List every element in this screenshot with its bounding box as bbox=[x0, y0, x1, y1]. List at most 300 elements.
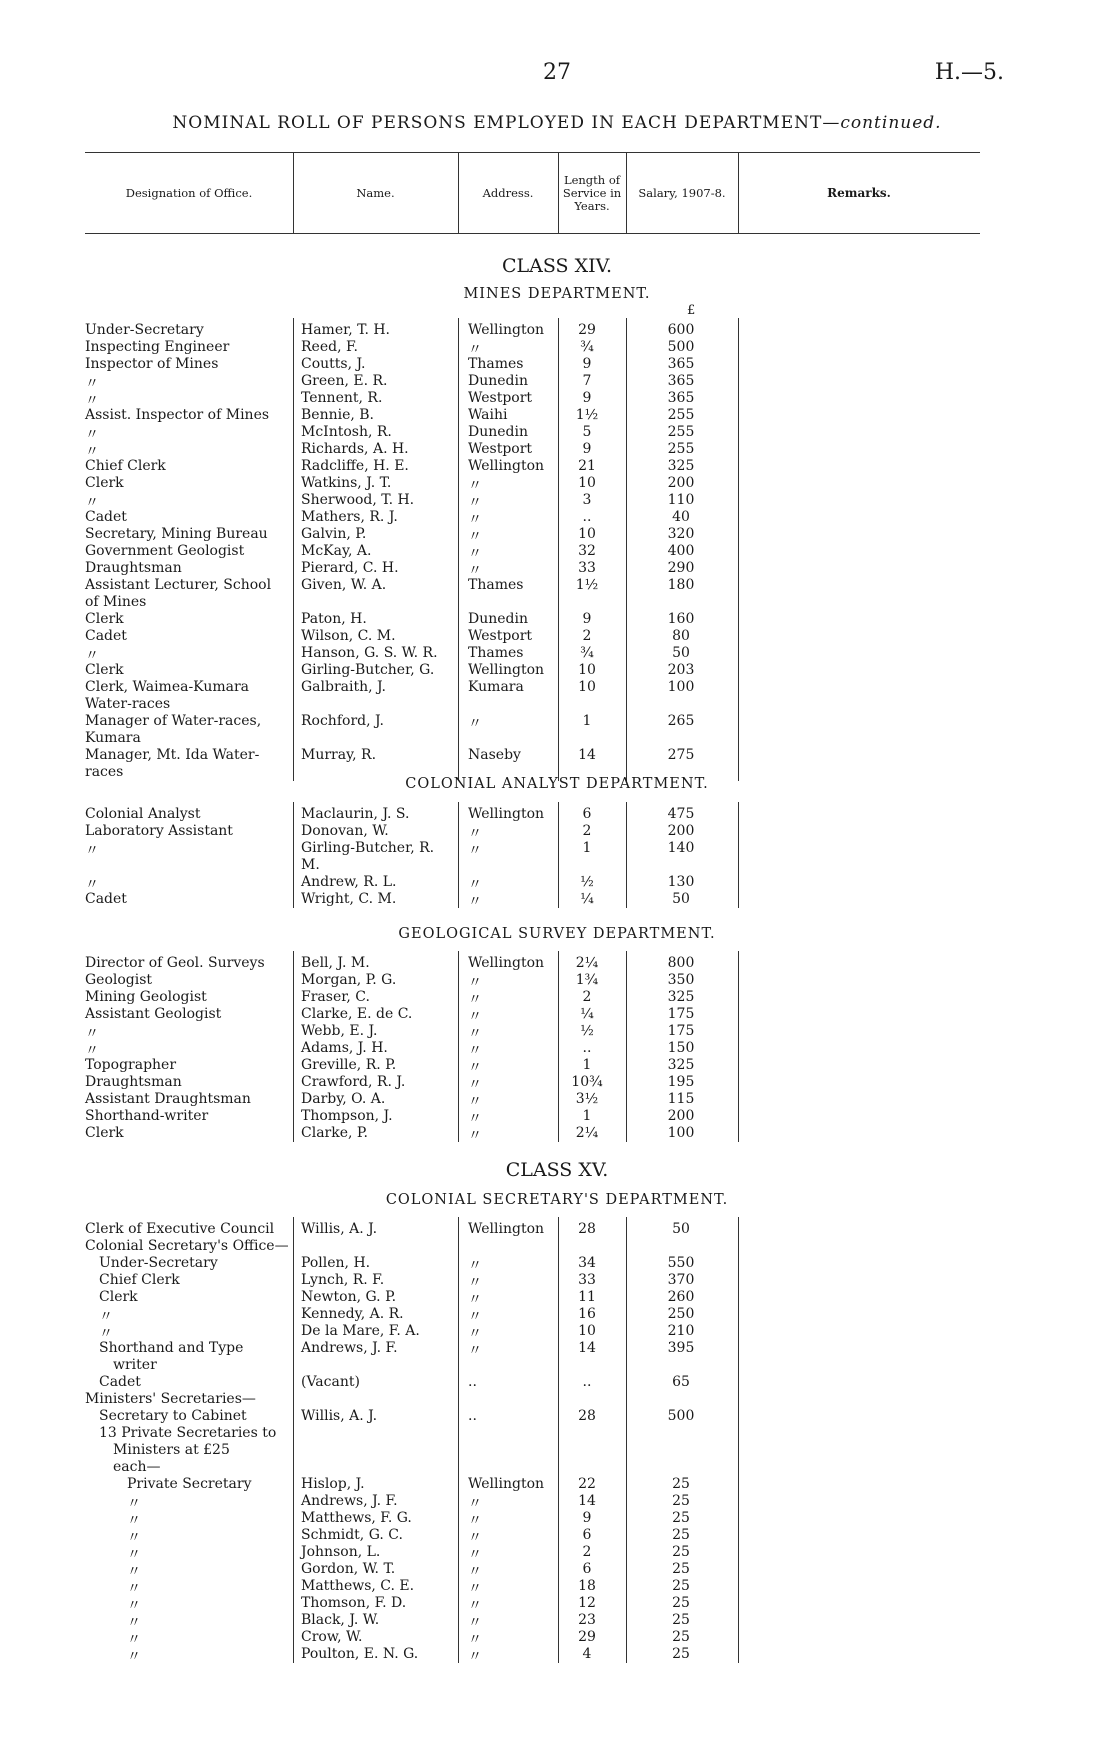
name-cell: Schmidt, G. C. bbox=[301, 1527, 403, 1543]
address-cell: Thames bbox=[468, 577, 524, 593]
length-cell: 7 bbox=[582, 373, 592, 389]
address-cell: Dunedin bbox=[468, 373, 528, 389]
table-row bbox=[85, 1510, 785, 1527]
designation-cell: Clerk bbox=[85, 475, 124, 491]
length-cell: 1½ bbox=[575, 577, 599, 593]
table-row bbox=[85, 1006, 785, 1023]
name-cell: Rochford, J. bbox=[301, 713, 384, 729]
designation-cell: Inspector of Mines bbox=[85, 356, 219, 372]
table-row bbox=[85, 1057, 785, 1074]
name-cell: Willis, A. J. bbox=[301, 1408, 378, 1424]
name-cell: Johnson, L. bbox=[301, 1544, 381, 1560]
name-cell: Matthews, F. G. bbox=[301, 1510, 412, 1526]
designation-cell: Topographer bbox=[85, 1057, 177, 1073]
table-row bbox=[85, 1125, 785, 1142]
address-cell: 〃 bbox=[468, 1077, 482, 1093]
length-cell: 1 bbox=[582, 1057, 592, 1073]
salary-cell: 65 bbox=[672, 1374, 690, 1390]
salary-cell: 475 bbox=[667, 806, 695, 822]
designation-cell: Private Secretary bbox=[127, 1476, 252, 1492]
table-row bbox=[85, 972, 785, 989]
designation-cell: Laboratory Assistant bbox=[85, 823, 233, 839]
designation-cell: Manager, Mt. Ida Water- bbox=[85, 747, 260, 763]
table-row bbox=[85, 1340, 785, 1357]
name-cell: Girling-Butcher, R. bbox=[301, 840, 435, 856]
name-cell: M. bbox=[301, 857, 320, 873]
designation-cell: Colonial Analyst bbox=[85, 806, 201, 822]
address-cell: Wellington bbox=[468, 1476, 545, 1492]
salary-cell: 25 bbox=[672, 1561, 690, 1577]
salary-cell: 160 bbox=[667, 611, 695, 627]
name-cell: McKay, A. bbox=[301, 543, 372, 559]
salary-cell: 25 bbox=[672, 1476, 690, 1492]
salary-cell: 140 bbox=[667, 840, 695, 856]
name-cell: Reed, F. bbox=[301, 339, 358, 355]
address-cell: 〃 bbox=[468, 1649, 482, 1665]
address-cell: 〃 bbox=[468, 495, 482, 511]
table-row bbox=[85, 611, 785, 628]
currency-symbol: £ bbox=[687, 303, 696, 318]
name-cell: Newton, G. P. bbox=[301, 1289, 397, 1305]
address-cell: 〃 bbox=[468, 1292, 482, 1308]
table-row bbox=[85, 696, 785, 713]
table-row bbox=[85, 1255, 785, 1272]
table-row bbox=[85, 1425, 785, 1442]
table-row bbox=[85, 339, 785, 356]
name-cell: Lynch, R. F. bbox=[301, 1272, 385, 1288]
length-cell: 23 bbox=[578, 1612, 596, 1628]
table-row bbox=[85, 955, 785, 972]
name-cell: Thomson, F. D. bbox=[301, 1595, 407, 1611]
col-remarks: Remarks. bbox=[827, 185, 891, 200]
designation-cell: 〃 bbox=[85, 1043, 99, 1059]
designation-cell: 〃 bbox=[127, 1649, 141, 1665]
address-cell: 〃 bbox=[468, 1309, 482, 1325]
address-cell: 〃 bbox=[468, 1598, 482, 1614]
salary-cell: 400 bbox=[667, 543, 695, 559]
colonial-secretary-dept-title: COLONIAL SECRETARY'S DEPARTMENT. bbox=[385, 1192, 729, 1208]
name-cell: Darby, O. A. bbox=[301, 1091, 386, 1107]
table-row bbox=[85, 1108, 785, 1125]
salary-cell: 100 bbox=[667, 679, 695, 695]
salary-cell: 25 bbox=[672, 1595, 690, 1611]
table-row bbox=[85, 577, 785, 594]
name-cell: Hislop, J. bbox=[301, 1476, 365, 1492]
name-cell: Thompson, J. bbox=[301, 1108, 393, 1124]
salary-cell: 350 bbox=[667, 972, 695, 988]
salary-cell: 80 bbox=[672, 628, 690, 644]
length-cell: 14 bbox=[578, 1493, 596, 1509]
designation-cell: 〃 bbox=[85, 427, 99, 443]
name-cell: Andrew, R. L. bbox=[301, 874, 397, 890]
length-cell: 28 bbox=[578, 1408, 596, 1424]
designation-cell: Clerk bbox=[85, 662, 124, 678]
address-cell: 〃 bbox=[468, 826, 482, 842]
address-cell: 〃 bbox=[468, 1128, 482, 1144]
address-cell: 〃 bbox=[468, 1009, 482, 1025]
address-cell: 〃 bbox=[468, 1547, 482, 1563]
name-cell: Kennedy, A. R. bbox=[301, 1306, 404, 1322]
length-cell: 10 bbox=[578, 662, 596, 678]
length-cell: 3½ bbox=[575, 1091, 599, 1107]
col-designation: Designation of Office. bbox=[125, 185, 253, 200]
table-row bbox=[85, 1408, 785, 1425]
designation-cell: Assistant Draughtsman bbox=[85, 1091, 251, 1107]
table-row bbox=[85, 458, 785, 475]
address-cell: 〃 bbox=[468, 894, 482, 910]
designation-cell: Colonial Secretary's Office— bbox=[85, 1238, 289, 1254]
address-cell: Dunedin bbox=[468, 611, 528, 627]
table-row bbox=[85, 628, 785, 645]
length-cell: 1¾ bbox=[575, 972, 599, 988]
table-row bbox=[85, 1074, 785, 1091]
name-cell: Radcliffe, H. E. bbox=[301, 458, 409, 474]
table-row bbox=[85, 823, 785, 840]
designation-cell: 〃 bbox=[127, 1530, 141, 1546]
length-cell: 10 bbox=[578, 526, 596, 542]
class-xv-title: CLASS XV. bbox=[505, 1159, 609, 1181]
table-row bbox=[85, 492, 785, 509]
designation-cell: Draughtsman bbox=[85, 1074, 182, 1090]
salary-cell: 25 bbox=[672, 1612, 690, 1628]
salary-cell: 320 bbox=[667, 526, 695, 542]
col-salary: Salary, 1907-8. bbox=[638, 185, 726, 200]
salary-cell: 40 bbox=[672, 509, 690, 525]
length-cell: 6 bbox=[582, 806, 592, 822]
table-row bbox=[85, 1561, 785, 1578]
designation-cell: 〃 bbox=[85, 648, 99, 664]
length-cell: 16 bbox=[578, 1306, 596, 1322]
page-title bbox=[0, 113, 1114, 133]
name-cell: Morgan, P. G. bbox=[301, 972, 397, 988]
name-cell: Maclaurin, J. S. bbox=[301, 806, 410, 822]
designation-cell: Inspecting Engineer bbox=[85, 339, 230, 355]
name-cell: Clarke, E. de C. bbox=[301, 1006, 413, 1022]
salary-cell: 800 bbox=[667, 955, 695, 971]
length-cell: 10 bbox=[578, 1323, 596, 1339]
table-row bbox=[85, 407, 785, 424]
salary-cell: 260 bbox=[667, 1289, 695, 1305]
col-address: Address. bbox=[482, 185, 534, 200]
designation-cell: Cadet bbox=[85, 509, 127, 525]
name-cell: Poulton, E. N. G. bbox=[301, 1646, 419, 1662]
table-row bbox=[85, 1629, 785, 1646]
length-cell: 4 bbox=[582, 1646, 592, 1662]
name-cell: Matthews, C. E. bbox=[301, 1578, 415, 1594]
table-row bbox=[85, 1493, 785, 1510]
designation-cell: Kumara bbox=[85, 730, 141, 746]
length-cell: 6 bbox=[582, 1561, 592, 1577]
address-cell: Wellington bbox=[468, 806, 545, 822]
length-cell: 34 bbox=[578, 1255, 596, 1271]
name-cell: (Vacant) bbox=[301, 1374, 360, 1390]
salary-cell: 255 bbox=[667, 407, 695, 423]
length-cell: 1 bbox=[582, 840, 592, 856]
address-cell: 〃 bbox=[468, 1111, 482, 1127]
table-row bbox=[85, 874, 785, 891]
address-cell: 〃 bbox=[468, 1496, 482, 1512]
length-cell: 32 bbox=[578, 543, 596, 559]
table-row bbox=[85, 543, 785, 560]
designation-cell: 13 Private Secretaries to bbox=[99, 1425, 277, 1441]
name-cell: Coutts, J. bbox=[301, 356, 366, 372]
salary-cell: 255 bbox=[667, 441, 695, 457]
designation-cell: Clerk bbox=[99, 1289, 138, 1305]
length-cell: 10 bbox=[578, 679, 596, 695]
mines-dept-title: MINES DEPARTMENT. bbox=[463, 286, 651, 302]
length-cell: 1 bbox=[582, 1108, 592, 1124]
designation-cell: Under-Secretary bbox=[99, 1255, 218, 1271]
length-cell: ¾ bbox=[580, 339, 594, 355]
length-cell: 29 bbox=[578, 322, 596, 338]
length-cell: 2¼ bbox=[575, 955, 599, 971]
table-row bbox=[85, 356, 785, 373]
salary-cell: 25 bbox=[672, 1629, 690, 1645]
table-row bbox=[85, 747, 785, 764]
table-row bbox=[85, 1323, 785, 1340]
designation-cell: Clerk of Executive Council bbox=[85, 1221, 275, 1237]
length-cell: ½ bbox=[580, 1023, 594, 1039]
length-cell: 21 bbox=[578, 458, 596, 474]
designation-cell: 〃 bbox=[85, 1026, 99, 1042]
name-cell: Bell, J. M. bbox=[301, 955, 370, 971]
geological-dept-title: GEOLOGICAL SURVEY DEPARTMENT. bbox=[398, 926, 716, 942]
column-header bbox=[85, 152, 980, 234]
table-row bbox=[85, 891, 785, 908]
address-cell: 〃 bbox=[468, 1632, 482, 1648]
designation-cell: 〃 bbox=[85, 843, 99, 859]
salary-cell: 325 bbox=[667, 989, 695, 1005]
address-cell: 〃 bbox=[468, 529, 482, 545]
length-cell: 3 bbox=[582, 492, 592, 508]
length-cell: .. bbox=[582, 509, 592, 525]
salary-cell: 25 bbox=[672, 1527, 690, 1543]
designation-cell: Mining Geologist bbox=[85, 989, 207, 1005]
table-row bbox=[85, 1442, 785, 1459]
table-row bbox=[85, 1476, 785, 1493]
salary-cell: 210 bbox=[667, 1323, 695, 1339]
designation-cell: Government Geologist bbox=[85, 543, 245, 559]
length-cell: 14 bbox=[578, 747, 596, 763]
name-cell: McIntosh, R. bbox=[301, 424, 392, 440]
table-row bbox=[85, 1357, 785, 1374]
name-cell: Hamer, T. H. bbox=[301, 322, 391, 338]
table-row bbox=[85, 1459, 785, 1476]
table-row bbox=[85, 560, 785, 577]
salary-cell: 50 bbox=[672, 1221, 690, 1237]
address-cell: Kumara bbox=[468, 679, 524, 695]
salary-cell: 25 bbox=[672, 1493, 690, 1509]
length-cell: 9 bbox=[582, 390, 592, 406]
designation-cell: Ministers at £25 bbox=[113, 1442, 230, 1458]
name-cell: Galvin, P. bbox=[301, 526, 367, 542]
name-cell: Gordon, W. T. bbox=[301, 1561, 396, 1577]
length-cell: 11 bbox=[578, 1289, 596, 1305]
table-row bbox=[85, 373, 785, 390]
length-cell: .. bbox=[582, 1040, 592, 1056]
name-cell: Mathers, R. J. bbox=[301, 509, 398, 525]
designation-cell: Assistant Geologist bbox=[85, 1006, 222, 1022]
address-cell: 〃 bbox=[468, 1094, 482, 1110]
table-row bbox=[85, 806, 785, 823]
table-row bbox=[85, 526, 785, 543]
table-row bbox=[85, 1578, 785, 1595]
table-row bbox=[85, 679, 785, 696]
address-cell: .. bbox=[468, 1374, 477, 1390]
salary-cell: 325 bbox=[667, 458, 695, 474]
name-cell: Bennie, B. bbox=[301, 407, 375, 423]
salary-cell: 255 bbox=[667, 424, 695, 440]
address-cell: Wellington bbox=[468, 955, 545, 971]
name-cell: Galbraith, J. bbox=[301, 679, 387, 695]
length-cell: 2¼ bbox=[575, 1125, 599, 1141]
page-title-suffix: —continued. bbox=[822, 113, 942, 133]
designation-cell: Geologist bbox=[85, 972, 153, 988]
designation-cell: each— bbox=[113, 1459, 161, 1475]
address-cell: 〃 bbox=[468, 1615, 482, 1631]
table-row bbox=[85, 1272, 785, 1289]
address-cell: 〃 bbox=[468, 563, 482, 579]
name-cell: Willis, A. J. bbox=[301, 1221, 378, 1237]
table-row bbox=[85, 390, 785, 407]
salary-cell: 25 bbox=[672, 1646, 690, 1662]
name-cell: Crawford, R. J. bbox=[301, 1074, 406, 1090]
address-cell: 〃 bbox=[468, 342, 482, 358]
table-row bbox=[85, 645, 785, 662]
length-cell: 14 bbox=[578, 1340, 596, 1356]
table-row bbox=[85, 713, 785, 730]
name-cell: Wright, C. M. bbox=[301, 891, 397, 907]
address-cell: Westport bbox=[468, 390, 533, 406]
address-cell: Wellington bbox=[468, 1221, 545, 1237]
table-row bbox=[85, 1091, 785, 1108]
designation-cell: 〃 bbox=[85, 495, 99, 511]
table-row bbox=[85, 441, 785, 458]
table-row bbox=[85, 1023, 785, 1040]
table-row bbox=[85, 1595, 785, 1612]
salary-cell: 370 bbox=[667, 1272, 695, 1288]
table-row bbox=[85, 1391, 785, 1408]
name-cell: Black, J. W. bbox=[301, 1612, 380, 1628]
salary-cell: 200 bbox=[667, 1108, 695, 1124]
designation-cell: Ministers' Secretaries— bbox=[85, 1391, 256, 1407]
address-cell: Thames bbox=[468, 356, 524, 372]
salary-cell: 25 bbox=[672, 1510, 690, 1526]
designation-cell: Clerk, Waimea-Kumara bbox=[85, 679, 250, 695]
designation-cell: 〃 bbox=[99, 1326, 113, 1342]
name-cell: Donovan, W. bbox=[301, 823, 389, 839]
address-cell: Dunedin bbox=[468, 424, 528, 440]
address-cell: Naseby bbox=[468, 747, 521, 763]
length-cell: 12 bbox=[578, 1595, 596, 1611]
salary-cell: 130 bbox=[667, 874, 695, 890]
address-cell: 〃 bbox=[468, 1513, 482, 1529]
salary-cell: 175 bbox=[667, 1023, 695, 1039]
table-row bbox=[85, 594, 785, 611]
salary-cell: 600 bbox=[667, 322, 695, 338]
designation-cell: Clerk bbox=[85, 1125, 124, 1141]
designation-cell: Draughtsman bbox=[85, 560, 182, 576]
designation-cell: 〃 bbox=[127, 1564, 141, 1580]
page-number: 27 bbox=[543, 60, 571, 85]
designation-cell: 〃 bbox=[85, 444, 99, 460]
length-cell: 9 bbox=[582, 1510, 592, 1526]
length-cell: 1½ bbox=[575, 407, 599, 423]
designation-cell: Cadet bbox=[85, 628, 127, 644]
salary-cell: 175 bbox=[667, 1006, 695, 1022]
designation-cell: Clerk bbox=[85, 611, 124, 627]
length-cell: 28 bbox=[578, 1221, 596, 1237]
salary-cell: 325 bbox=[667, 1057, 695, 1073]
address-cell: 〃 bbox=[468, 877, 482, 893]
address-cell: Wellington bbox=[468, 662, 545, 678]
address-cell: 〃 bbox=[468, 843, 482, 859]
length-cell: ½ bbox=[580, 874, 594, 890]
salary-cell: 500 bbox=[667, 339, 695, 355]
salary-cell: 365 bbox=[667, 373, 695, 389]
salary-cell: 200 bbox=[667, 823, 695, 839]
designation-cell: 〃 bbox=[127, 1513, 141, 1529]
salary-cell: 110 bbox=[667, 492, 695, 508]
address-cell: 〃 bbox=[468, 1258, 482, 1274]
col-length: Length of Service in Years. bbox=[562, 172, 622, 213]
table-row bbox=[85, 1527, 785, 1544]
length-cell: ¾ bbox=[580, 645, 594, 661]
address-cell: 〃 bbox=[468, 1343, 482, 1359]
length-cell: 2 bbox=[582, 1544, 592, 1560]
class-xiv-title: CLASS XIV. bbox=[501, 255, 613, 277]
analyst-dept-title: COLONIAL ANALYST DEPARTMENT. bbox=[405, 776, 709, 792]
name-cell: Sherwood, T. H. bbox=[301, 492, 415, 508]
designation-cell: Chief Clerk bbox=[85, 458, 166, 474]
geological-table bbox=[85, 955, 785, 1142]
salary-cell: 25 bbox=[672, 1578, 690, 1594]
name-cell: Pierard, C. H. bbox=[301, 560, 399, 576]
salary-cell: 50 bbox=[672, 645, 690, 661]
length-cell: 22 bbox=[578, 1476, 596, 1492]
address-cell: 〃 bbox=[468, 546, 482, 562]
designation-cell: Secretary to Cabinet bbox=[99, 1408, 247, 1424]
table-row bbox=[85, 662, 785, 679]
designation-cell: 〃 bbox=[99, 1309, 113, 1325]
name-cell: Adams, J. H. bbox=[301, 1040, 388, 1056]
analyst-table bbox=[85, 806, 785, 908]
salary-cell: 203 bbox=[667, 662, 695, 678]
address-cell: 〃 bbox=[468, 1581, 482, 1597]
designation-cell: Assist. Inspector of Mines bbox=[85, 407, 270, 423]
designation-cell: writer bbox=[113, 1357, 157, 1373]
name-cell: Webb, E. J. bbox=[301, 1023, 378, 1039]
address-cell: Waihi bbox=[468, 407, 508, 423]
address-cell: 〃 bbox=[468, 1530, 482, 1546]
address-cell: .. bbox=[468, 1408, 477, 1424]
table-row bbox=[85, 730, 785, 747]
length-cell: .. bbox=[582, 1374, 592, 1390]
name-cell: Clarke, P. bbox=[301, 1125, 368, 1141]
designation-cell: 〃 bbox=[85, 393, 99, 409]
name-cell: Paton, H. bbox=[301, 611, 367, 627]
designation-cell: Cadet bbox=[85, 891, 127, 907]
salary-cell: 50 bbox=[672, 891, 690, 907]
address-cell: 〃 bbox=[468, 992, 482, 1008]
table-row bbox=[85, 1612, 785, 1629]
designation-cell: 〃 bbox=[127, 1581, 141, 1597]
designation-cell: 〃 bbox=[127, 1598, 141, 1614]
address-cell: Westport bbox=[468, 628, 533, 644]
designation-cell: 〃 bbox=[127, 1632, 141, 1648]
length-cell: 1 bbox=[582, 713, 592, 729]
length-cell: 29 bbox=[578, 1629, 596, 1645]
